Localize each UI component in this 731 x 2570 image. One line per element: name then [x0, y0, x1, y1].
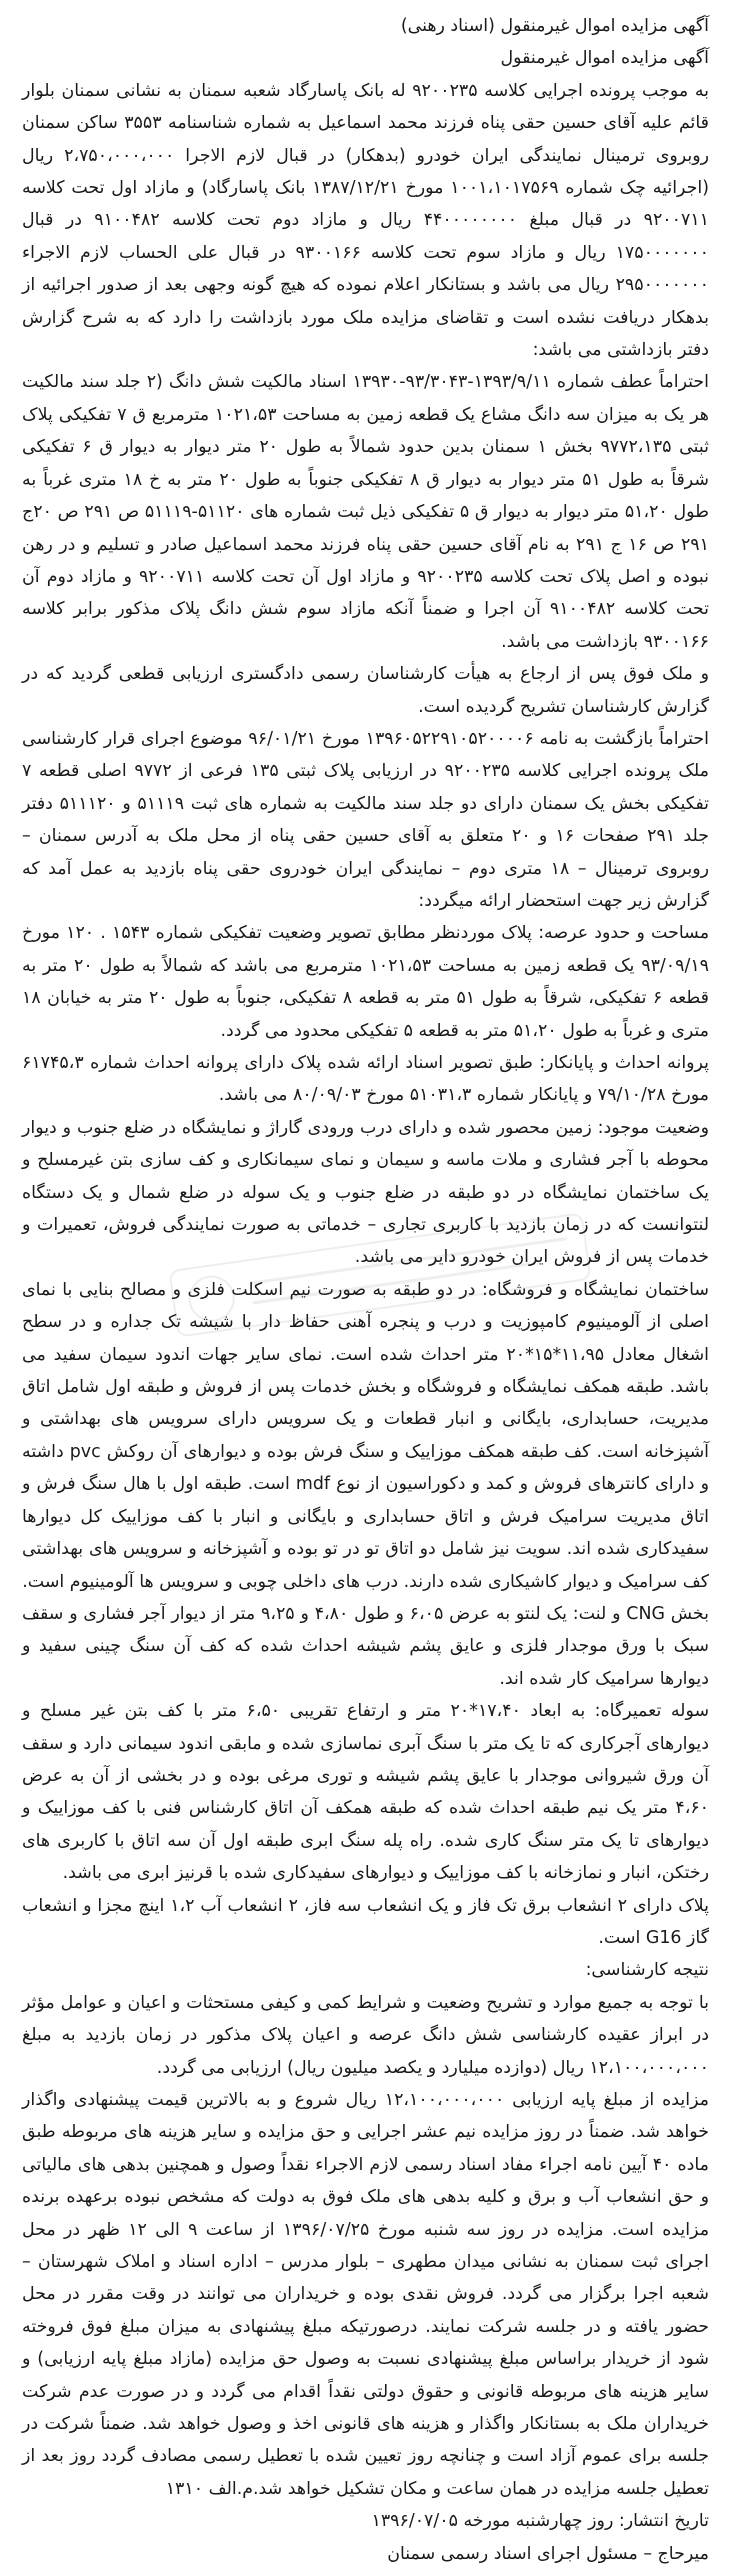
expert-report-intro: احتراماً بازگشت به نامه ۱۳۹۶۰۵۲۲۹۱۰۵۲۰۰۰۰۶ مورخ ۹۶/۰۱/۲۱ موضوع اجرای قرار کارشناسی ملک پرونده اجرایی کلاسه ۹۲۰۰۲۳۵ در ارزیابی پلاک ثبتی ۱۳۵ فرعی از ۹۷۷۲ اصلی قطعه ۷ تفکیکی بخش یک سمنان دارای دو جلد سند مالکیت به شماره های ثبت ۵۱۱۱۹ و ۵۱۱۱۲۰ دفتر جلد ۲۹۱ صفحات ۱۶ و ۲۰ متعلق به آقای حسین حقی پناه از محل ملک به آدرس سمنان – روبروی ترمینال – ۱۸ متری دوم – نمایندگی ایران خودروی حقی پناه بازدید به عمل آمد که گزارش زیر جهت استحضار ارائه میگردد:	[22, 728, 710, 911]
showroom-building: ساختمان نمایشگاه و فروشگاه: در دو طبقه به صورت نیم اسکلت فلزی و مصالح بنایی با نمای اصلی از آلومینیوم کامپوزیت و درب و پنجره آهنی حفاظ دار با شیشه تک جداره و در سطح اشغال معادل ۱۱،۹۵*۱۵*۲۰ متر احداث شده است. نمای سایر جهات اندود سیمان سفید می باشد. طبقه همکف نمایشگاه و فروشگاه و بخش خدمات پس از فروش و طبقه اول شامل اتاق مدیریت، حسابداری، بایگانی و انبار قطعات و یک سرویس دارای سرویس های بهداشتی و آشپزخانه است. کف طبقه همکف موزاییک و سنگ فرش بوده و دیوارهای آن روکش pvc داشته و دارای کانترهای فروش و کمد و دکوراسیون از نوع mdf است. طبقه اول با هال سنگ فرش و اتاق مدیریت سرامیک فرش و اتاق حسابداری و بایگانی و انبار با کف موزاییک کل دیوارها سفیدکاری شده اند. سویت نیز شامل دو اتاق تو در تو بوده و آشپزخانه و سرویس های بهداشتی کف سرامیک و دیوار کاشیکاری شده دارند. درب های داخلی چوبی و سرویس ها آلومینیوم است.	[22, 1279, 709, 1592]
signature-line: میرحاج – مسئول اجرای اسناد رسمی سمنان	[387, 2543, 709, 2564]
permit-and-completion: پروانه احداث و پایانکار: طبق تصویر اسناد ارائه شده پلاک دارای پروانه احداث شماره ۶۱۷۴۵،۳ مورخ ۷۹/۱۰/۲۸ و پایانکار شماره ۵۱۰۳۱،۳ مورخ ۸۰/۰۹/۰۳ می باشد.	[22, 1053, 709, 1106]
appraisal-referral: و ملک فوق پس از ارجاع به هیأت کارشناسان رسمی دادگستری ارزیابی قطعی گردید که در گزارش کارشناسان تشریح گردیده است.	[22, 664, 709, 717]
seizure-report: احتراماً عطف شماره ۱۳۹۳/۹/۱۱-۹۳/۳۰۴۳-۱۳۹۳۰ اسناد مالکیت شش دانگ (۲ جلد سند مالکیت هر یک به میزان سه دانگ مشاع یک قطعه زمین به مساحت ۱۰۲۱،۵۳ مترمربع ق ۷ تفکیکی پلاک ثبتی ۹۷۷۲،۱۳۵ بخش ۱ سمنان بدین حدود شمالاً به طول ۲۰ متر دیوار به دیوار ق ۶ تفکیکی شرقاً به طول ۵۱ متر دیوار به دیوار ق ۸ تفکیکی جنوباً به طول ۲۰ متر به خ ۱۸ متری غرباً به طول ۵۱،۲۰ متر دیوار به دیوار ق ۵ تفکیکی ذیل ثبت شماره های ۵۱۱۲۰-۵۱۱۱۹ ص ۲۹۱ ص ۲۰ج ۲۹۱ ص ۱۶ ج ۲۹۱ به نام آقای حسین حقی پناه فرزند محمد اسماعیل صادر و تسلیم و در رهن نبوده و اصل پلاک تحت کلاسه ۹۲۰۰۲۳۵ و مازاد اول آن تحت کلاسه ۹۲۰۰۷۱۱ و مازاد دوم آن تحت کلاسه ۹۱۰۰۴۸۲ آن اجرا و ضمناً آنکه مازاد سوم شش دانگ پلاک مذکور برابر کلاسه ۹۳۰۰۱۶۶ بازداشت می باشد.	[22, 372, 709, 652]
cng-section: بخش CNG و لنت: یک لنتو به عرض ۶،۰۵ و طول ۴،۸۰ و ۹،۲۵ متر از دیوار آجر فشاری و سقف سبک با ورق موجدار فلزی و عایق پشم شیشه احداث شده که کف آن سنگ چینی سفید و دیوارها سرامیک کار شده اند.	[22, 1603, 709, 1689]
utility-connections: پلاک دارای ۲ انشعاب برق تک فاز و یک انشعاب سه فاز، ۲ انشعاب آب ۱،۲ اینچ مجزا و انشعاب گاز G16 است.	[22, 1895, 709, 1948]
expert-conclusion-heading: نتیجه کارشناسی:	[585, 1960, 709, 1981]
title-secondary: آگهی مزایده اموال غیرمنقول	[500, 48, 709, 69]
case-introduction: به موجب پرونده اجرایی کلاسه ۹۲۰۰۲۳۵ له بانک پاسارگاد شعبه سمنان به نشانی سمنان بلوار قائم علیه آقای حسین حقی پناه فرزند محمد اسماعیل به شماره شناسنامه ۳۵۵۳ ساکن سمنان روبروی ترمینال نمایندگی ایران خودرو (بدهکار) در قبال لازم الاجرا ۲،۷۵۰،۰۰۰،۰۰۰ ریال (اجرائیه چک شماره ۱۰۰۱،۱۰۱۷۵۶۹ مورخ ۱۳۸۷/۱۲/۲۱ بانک پاسارگاد) و مازاد اول تحت کلاسه ۹۲۰۰۷۱۱ در قبال مبلغ ۴۴۰۰۰۰۰۰۰۰ ریال و مازاد دوم تحت کلاسه ۹۱۰۰۴۸۲ در قبال ۱۷۵۰۰۰۰۰۰۰ ریال و مازاد سوم تحت کلاسه ۹۳۰۰۱۶۶ در قبال علی الحساب لازم الاجراء ۲۹۵۰۰۰۰۰۰۰ ریال می باشد و بستانکار اعلام نموده که هیچ گونه وجهی بعد از صدور اجرائیه از بدهکار دریافت نشده است و تقاضای مزایده ملک مورد بازداشت را دارد که به شرح گزارش دفتر بازداشتی می باشد:	[22, 80, 710, 361]
title-primary: آگهی مزایده اموال غیرمنقول (اسناد رهنی)	[400, 16, 709, 36]
repair-hall: سوله تعمیرگاه: به ابعاد ۱۷،۴۰*۲۰ متر و ارتفاع تقریبی ۶،۵۰ متر با کف بتن غیر مسلح و دیوارهای آجرکاری که تا یک متر با سنگ آبری نماسازی شده و مابقی اندود سیمانی دارد و سقف آن ورق شیروانی موجدار با عایق پشم شیشه و توری مرغی بوده و در بخشی از آن به عرض ۴،۶۰ متر یک نیم طبقه احداث شده که طبقه همکف آن اتاق کارشناس فنی با کف موزاییک و دیوارهای تا یک متر سنگ کاری شده. راه پله سنگ ابری طبقه اول آن سه اتاق با کاربری های رختکن، انبار و نمازخانه با کف موزاییک و دیوارهای سفیدکاری شده با قرنیز ابری می باشد.	[22, 1701, 710, 1884]
area-and-boundaries: مساحت و حدود عرصه: پلاک موردنظر مطابق تصویر وضعیت تفکیکی شماره ۱۵۴۳ . ۱۲۰ مورخ ۹۳/۰۹/۱۹ یک قطعه زمین به مساحت ۱۰۲۱،۵۳ مترمربع می باشد که شمالاً به طول ۲۰ متر به قطعه ۶ تفکیکی، شرقاً به طول ۵۱ متر به قطعه ۸ تفکیکی، جنوباً به طول ۲۰ متر به خیابان ۱۸ متری و غرباً به طول ۵۱،۲۰ متر به قطعه ۵ تفکیکی محدود می گردد.	[22, 923, 710, 1041]
auction-terms: مزایده از مبلغ پایه ارزیابی ۱۲،۱۰۰،۰۰۰،۰۰۰ ریال شروع و به بالاترین قیمت پیشنهادی واگذار خواهد شد. ضمناً در روز مزایده نیم عشر اجرایی و حق مزایده و سایر هزینه های مربوطه طبق ماده ۴۰ آیین نامه اجراء مفاد اسناد رسمی لازم الاجراء نقداً وصول و همچنین بدهی های مالیاتی و حق انشعاب آب و برق و کلیه بدهی های ملک فوق به دولت که مشخص نبوده برعهده برنده مزایده است. مزایده در روز سه شنبه مورخ ۱۳۹۶/۰۷/۲۵ از ساعت ۹ الی ۱۲ ظهر در محل اجرای ثبت سمنان به نشانی میدان مطهری – بلوار مدرس – اداره اسناد و املاک شهرستان – شعبه اجرا برگزار می گردد. فروش نقدی بوده و خریداران می توانند در وقت مقرر در محل حضور یافته و در جلسه شرکت نمایند. درصورتیکه مبلغ پیشنهادی به میزان مبلغ فوق فروخته شود از خریدار براساس مبلغ پیشنهادی نسبت به وصول حق مزایده (مازاد مبلغ پایه ارزیابی) و سایر هزینه های مربوطه قانونی و حقوق دولتی نقداً اقدام می گردد و در صورت عدم شرکت خریداران ملک به بستانکار واگذار و هزینه های قانونی اخذ و وصول خواهد شد. ضمناً شرکت در جلسه برای عموم آزاد است و چنانچه روز تعیین شده با تعطیل رسمی مصادف گردد روز بعد از تعطیل جلسه مزایده در همان ساعت و مکان تشکیل خواهد شد.م.الف ۱۳۱۰	[22, 2090, 710, 2499]
current-condition: وضعیت موجود: زمین محصور شده و دارای درب ورودی گاراژ و نمایشگاه در ضلع جنوب و دیوار محوطه با آجر فشاری و ملات ماسه و سیمان و نمای سیمانکاری و کف سازی بتن غیرمسلح و یک ساختمان نمایشگاه در دو طبقه در ضلع جنوب و یک سوله در ضلع شمال و یک دستگاه لنتوانست که در زمان بازدید با کاربری تجاری – خدماتی به صورت نمایندگی فروش، تعمیرات و خدمات پس از فروش ایران خودرو دایر می باشد.	[22, 1117, 709, 1268]
publication-date: تاریخ انتشار: روز چهارشنبه مورخه ۱۳۹۶/۰۷/۰۵	[371, 2511, 709, 2532]
expert-valuation: با توجه به جمیع موارد و تشریح وضعیت و شرایط کمی و کیفی مستحثات و اعیان و عوامل مؤثر در ابراز عقیده کارشناسی شش دانگ عرصه و اعیان پلاک مذکور در زمان بازدید به مبلغ ۱۲،۱۰۰،۰۰۰،۰۰۰ ریال (دوازده میلیارد و یکصد میلیون ریال) ارزیابی می گردد.	[22, 1992, 709, 2078]
